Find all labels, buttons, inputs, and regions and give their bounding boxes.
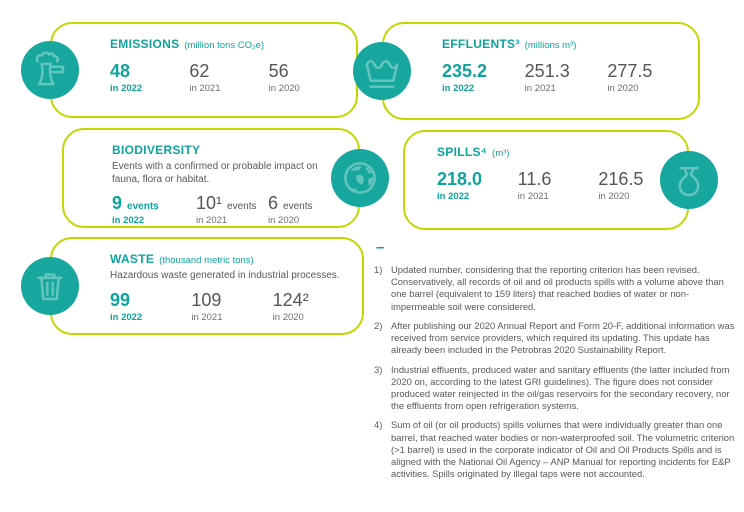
footnote-text: Sum of oil (or oil products) spills volumes that were individually greater than one barrel, that reached water bodies or non-waterproofed soil. The volumetric criterion (>1 barrel) is used in the corporate indicator of Oil and Oil Products Spills and is aligned with the National Oil Agency – ANP Manual for reporting incidents for E&P activities. Spills originated by illegal taps were not accounted.: [391, 419, 735, 480]
card-unit: (thousand metric tons): [159, 255, 254, 266]
footnote-number: 4): [374, 419, 383, 431]
value-2020: 277.5 in 2020: [607, 61, 653, 94]
oil-drop-icon: [660, 151, 718, 209]
footnote-number: 1): [374, 264, 383, 275]
card-unit: (million tons CO₂e): [184, 40, 265, 51]
trash-icon: [21, 257, 79, 315]
card-title: BIODIVERSITY: [112, 143, 201, 157]
values-row: [110, 291, 354, 323]
footnote-text: After publishing our 2020 Annual Report and Form 20-F, additional information was received from service providers, which required its updating. This update has already been included in the Petrobras 2020 Sustainability Report.: [391, 319, 735, 356]
value-2021: 62 in 2021: [189, 61, 221, 94]
value-2022: 48 in 2022: [110, 61, 143, 94]
value-2022: 9 events in 2022: [112, 192, 159, 226]
value-2022: 218.0 in 2022: [437, 169, 483, 202]
globe-icon: [331, 149, 389, 207]
effluents-card: [382, 22, 700, 120]
footnote-1: [374, 264, 736, 313]
value-2020: 56 in 2020: [268, 61, 300, 94]
values-row: [112, 194, 350, 226]
card-subtitle: Hazardous waste generated in industrial processes.: [110, 270, 340, 281]
value-2021: 251.3 in 2021: [524, 61, 570, 94]
value-2020: 216.5 in 2020: [598, 169, 644, 202]
card-unit: (m³): [492, 148, 510, 159]
waste-card: [50, 237, 364, 335]
values-row: [110, 62, 348, 94]
footnotes-section: [374, 240, 736, 488]
emissions-card: [50, 22, 358, 118]
footnote-text: Updated number, considering that the reporting criterion has been revised. Conservatively, all records of oil and oil products spills with a volume above than one barrel (equivalent to 159 liters) that reached bodies of water or non- impermeable soil were considered.: [391, 264, 724, 312]
value-2021: 11.6 in 2021: [517, 169, 552, 202]
card-unit: (millions m³): [524, 40, 577, 51]
footnote-number: 2): [374, 319, 383, 331]
card-title: SPILLS⁴: [437, 145, 488, 159]
card-title: EMISSIONS: [110, 37, 180, 51]
spills-card: [403, 130, 689, 230]
value-2020: 6 events in 2020: [268, 192, 313, 226]
biodiversity-card: [62, 128, 360, 228]
footnote-4: [374, 419, 736, 480]
card-subtitle: Events with a confirmed or probable impact on fauna, flora or habitat.: [112, 161, 318, 185]
footnote-text: Industrial effluents, produced water and sanitary effluents (the latter included from 2020 on, according to the latest GRI guidelines). The figure does not consider produced water reinjected in the oil/gas reservoirs for the secondary recovery, nor the effluents from open refrigeration systems.: [391, 363, 730, 412]
value-2021: 10¹ events in 2021: [196, 192, 257, 226]
footnote-number: 3): [374, 363, 383, 375]
wastewater-basin-icon: [353, 42, 411, 100]
value-2020: 124² in 2020: [272, 289, 309, 323]
factory-icon: [21, 41, 79, 99]
footnotes-dash-marker: –: [376, 239, 385, 256]
value-2022: 235.2 in 2022: [442, 61, 488, 94]
card-title: EFFLUENTS³: [442, 37, 520, 51]
values-row: [442, 62, 690, 94]
value-2021: 109 in 2021: [191, 289, 223, 323]
card-title: WASTE: [110, 252, 155, 266]
values-row: [437, 170, 679, 202]
footnote-2: [374, 320, 736, 357]
footnote-3: [374, 364, 736, 413]
value-2022: 99 in 2022: [110, 289, 143, 323]
